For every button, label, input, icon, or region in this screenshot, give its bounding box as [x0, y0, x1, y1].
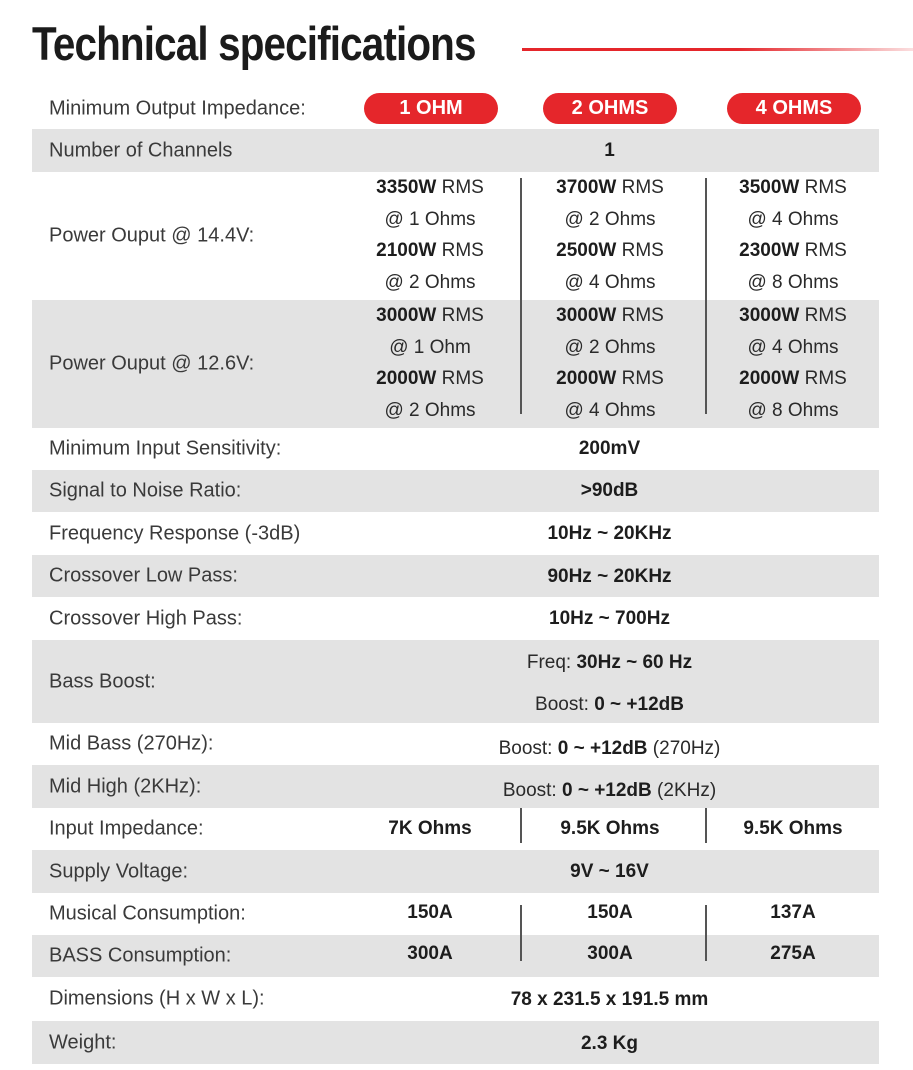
power-14v-col-2: 3700W RMS @ 2 Ohms 2500W RMS @ 4 Ohms [556, 177, 664, 293]
power-14v-col-3: 3500W RMS @ 4 Ohms 2300W RMS @ 8 Ohms [739, 177, 847, 293]
value-bass-1: 300A [407, 943, 453, 964]
row-midbass [32, 723, 879, 765]
row-snr [32, 470, 879, 512]
value-musical-1: 150A [407, 902, 453, 923]
value-lowpass: 90Hz ~ 20KHz [547, 566, 672, 587]
label-sensitivity: Minimum Input Sensitivity: [49, 437, 282, 460]
row-lowpass [32, 555, 879, 597]
divider [705, 808, 707, 843]
value-bassboost-freq: Freq: 30Hz ~ 60 Hz [526, 652, 693, 673]
power-12v-col-2: 3000W RMS @ 2 Ohms 2000W RMS @ 4 Ohms [556, 305, 664, 421]
power-14v-col-1: 3350W RMS @ 1 Ohms 2100W RMS @ 2 Ohms [376, 177, 484, 293]
label-midhigh: Mid High (2KHz): [49, 775, 202, 797]
row-impedance [32, 88, 879, 129]
row-musical [32, 893, 879, 935]
pill-2-ohms: 2 OHMS [543, 93, 677, 124]
label-musical: Musical Consumption: [49, 902, 246, 925]
row-weight [32, 1021, 879, 1064]
label-power-12v: Power Ouput @ 12.6V: [49, 352, 255, 375]
power-12v-col-3: 3000W RMS @ 4 Ohms 2000W RMS @ 8 Ohms [739, 305, 847, 421]
pill-1-ohm: 1 OHM [364, 93, 498, 124]
divider [705, 178, 707, 300]
row-supply [32, 850, 879, 893]
row-highpass [32, 597, 879, 640]
value-input-impedance-1: 7K Ohms [388, 818, 472, 839]
value-musical-3: 137A [770, 902, 816, 923]
label-power-14v: Power Ouput @ 14.4V: [49, 224, 255, 247]
spec-table [32, 88, 879, 1064]
label-midbass: Mid Bass (270Hz): [49, 732, 214, 755]
row-power-14v [32, 172, 879, 300]
label-channels: Number of Channels [49, 139, 233, 161]
label-bassboost: Bass Boost: [49, 670, 156, 692]
divider [705, 935, 707, 961]
row-input-impedance [32, 808, 879, 850]
value-channels: 1 [604, 140, 615, 161]
row-sensitivity [32, 428, 879, 470]
power-12v-col-1: 3000W RMS @ 1 Ohm 2000W RMS @ 2 Ohms [376, 305, 484, 421]
divider [520, 905, 522, 935]
row-frequency [32, 512, 879, 555]
title-accent-line [522, 48, 913, 51]
label-dimensions: Dimensions (H x W x L): [49, 987, 265, 1010]
label-input-impedance: Input Impedance: [49, 817, 204, 840]
row-bass-consumption [32, 935, 879, 977]
divider [705, 905, 707, 935]
row-bassboost [32, 640, 879, 723]
value-midbass: Boost: 0 ~ +12dB (270Hz) [498, 738, 721, 759]
value-supply: 9V ~ 16V [570, 861, 649, 882]
value-musical-2: 150A [587, 902, 633, 923]
page-title: Technical specifications [32, 17, 476, 70]
pill-4-ohms: 4 OHMS [727, 93, 861, 124]
row-channels [32, 129, 879, 172]
value-bass-3: 275A [770, 943, 816, 964]
divider [705, 300, 707, 414]
value-highpass: 10Hz ~ 700Hz [549, 608, 670, 629]
row-dimensions [32, 977, 879, 1021]
row-midhigh [32, 765, 879, 808]
label-lowpass: Crossover Low Pass: [49, 564, 238, 587]
divider [520, 935, 522, 961]
label-impedance: Minimum Output Impedance: [49, 97, 306, 119]
label-supply: Supply Voltage: [49, 860, 188, 882]
divider [520, 808, 522, 843]
divider [520, 178, 522, 300]
divider [520, 300, 522, 414]
value-snr: >90dB [580, 480, 639, 501]
value-input-impedance-2: 9.5K Ohms [560, 818, 660, 839]
label-frequency: Frequency Response (-3dB) [49, 522, 301, 544]
value-frequency: 10Hz ~ 20KHz [547, 523, 672, 544]
label-bass-consumption: BASS Consumption: [49, 944, 232, 967]
value-bassboost-boost: Boost: 0 ~ +12dB [535, 694, 684, 715]
label-weight: Weight: [49, 1031, 117, 1053]
value-weight: 2.3 Kg [580, 1033, 639, 1054]
value-dimensions: 78 x 231.5 x 191.5 mm [510, 989, 709, 1010]
value-bass-2: 300A [587, 943, 633, 964]
value-midhigh: Boost: 0 ~ +12dB (2KHz) [502, 780, 717, 801]
row-power-12v [32, 300, 879, 428]
value-sensitivity: 200mV [578, 438, 641, 459]
label-highpass: Crossover High Pass: [49, 607, 243, 629]
value-input-impedance-3: 9.5K Ohms [743, 818, 843, 839]
label-snr: Signal to Noise Ratio: [49, 479, 242, 502]
